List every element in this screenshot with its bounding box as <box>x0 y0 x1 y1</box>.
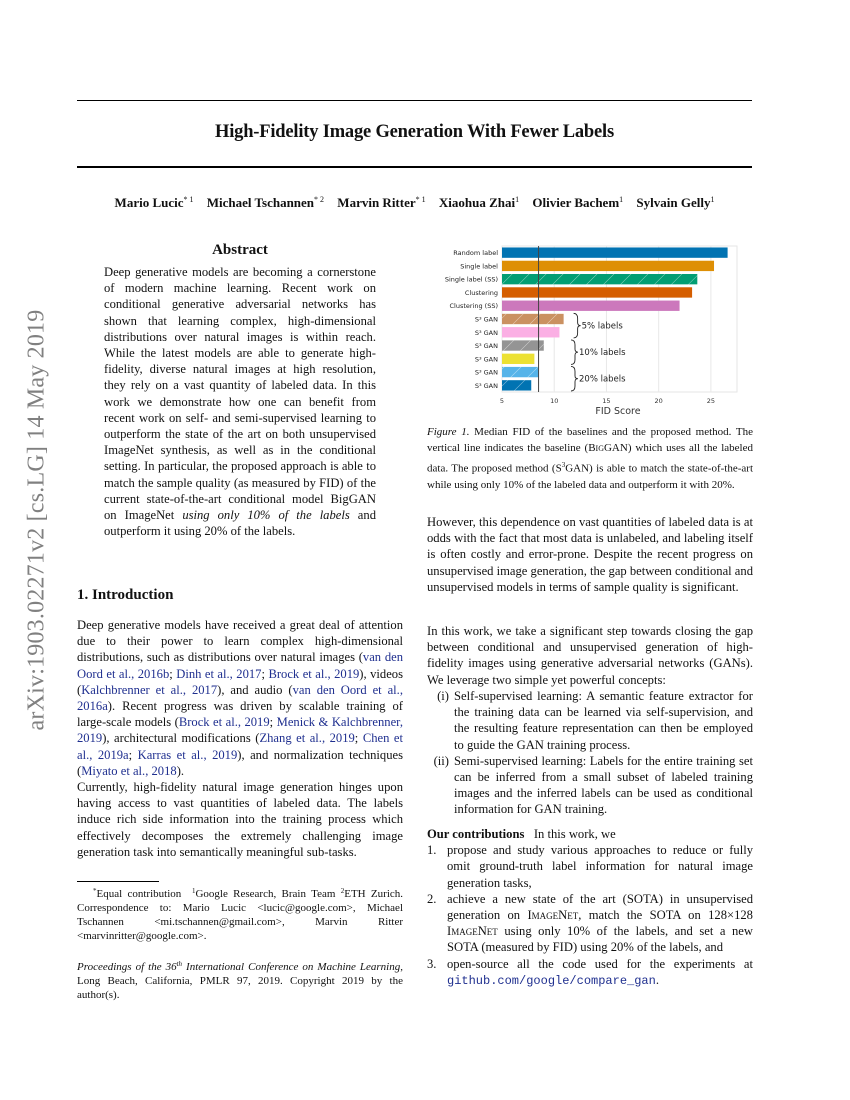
concepts-list <box>427 688 753 818</box>
author-name: Marvin Ritter <box>337 195 416 210</box>
chart-category-labels <box>445 249 498 390</box>
text: In this work, we <box>533 827 616 841</box>
text: Median FID of the baselines and the proposed method. The vertical line indicates the baseline ( <box>427 426 754 455</box>
text: GAN) is able to match the state-of-the-art while using only 10% of the labeled data and outperform it with 20%. <box>427 462 754 491</box>
footnote-mark: 1 <box>191 887 196 895</box>
text: ). <box>176 763 185 778</box>
citation-link[interactable]: van den Oord et al., 2016b <box>77 650 404 681</box>
bar <box>502 247 728 257</box>
abstract-emphasis: using only 10% of the labels <box>182 508 350 523</box>
title-rule-top <box>77 100 752 101</box>
category-label: S³ GAN <box>474 328 498 337</box>
citation-link[interactable]: Menick & Kalchbrenner, 2019 <box>77 715 403 746</box>
author-affiliation: * 1 <box>415 195 426 204</box>
text: ImageNet <box>447 924 498 939</box>
footnote-proceedings <box>77 957 403 1002</box>
citation-link[interactable]: Brock et al., 2019 <box>178 715 270 730</box>
author-name: Xiaohua Zhai <box>438 195 516 210</box>
annotation-brace <box>574 313 581 338</box>
text: propose and study various approaches to reduce or fully omit ground-truth label information for natural image generation tasks, <box>447 843 753 890</box>
author <box>439 195 519 210</box>
list-marker: 2. <box>427 891 437 906</box>
category-label: Clustering <box>464 288 498 297</box>
citation-link[interactable]: Dinh et al., 2017 <box>176 666 262 681</box>
text: Proceedings of the 36 <box>77 961 177 973</box>
contributions-intro <box>427 826 753 842</box>
bar-hatch <box>502 340 544 350</box>
github-link[interactable]: github.com/google/compare_gan <box>447 973 656 988</box>
bar <box>502 301 680 311</box>
text: ; <box>354 731 363 746</box>
abstract-text <box>104 264 376 539</box>
citation-link[interactable]: van den Oord et al., 2016a <box>77 682 403 714</box>
text: Semi-supervised learning: Labels for the entire training set can be inferred from a small subset of labeled training images and the inferred labels can be used as conditional information for GAN training. <box>454 753 753 817</box>
footnote-rule <box>77 881 159 882</box>
arxiv-identifier-stamp: arXiv:1903.02271v2 [cs.LG] 14 May 2019 <box>23 309 50 731</box>
concept-item <box>427 753 753 818</box>
text: ; <box>169 666 177 681</box>
section-heading-introduction: 1. Introduction <box>77 587 174 603</box>
citation-link[interactable]: Miyato et al., 2018 <box>81 763 177 778</box>
figure-1-caption <box>427 424 753 493</box>
bar-hatch <box>502 367 539 377</box>
author-affiliation: 1 <box>515 195 520 204</box>
citation-link[interactable]: Zhang et al., 2019 <box>259 731 355 746</box>
citation-link[interactable]: Karras et al., 2019 <box>137 747 238 762</box>
author <box>532 195 623 210</box>
right-paragraph-2: In this work, we take a significant step towards closing the gap between conditional and unsupervised generation of high-fidelity images using generative adversarial networks (GANs). We leverage two simple yet powerful concepts: <box>427 624 753 687</box>
x-tick-label: 5 <box>499 397 505 405</box>
text: open-source all the code used for the experiments at <box>447 956 753 971</box>
text: achieve a new state of the art (SOTA) in unsupervised generation on <box>447 891 753 923</box>
x-tick-label: 15 <box>602 397 611 405</box>
contribution-item <box>427 891 753 956</box>
category-label: Single label (SS) <box>444 275 498 284</box>
abstract-heading: Abstract <box>212 242 268 258</box>
text: Self-supervised learning: A semantic feature extractor for the training data can be learned via self-supervision, and the resulting feature representation can then be employed to guide the GAN training process. <box>454 689 753 752</box>
text: International Conference on Machine Learning <box>182 961 401 973</box>
category-label: S³ GAN <box>474 381 498 390</box>
citation-link[interactable]: Chen et al., 2019a <box>77 731 403 762</box>
author-name: Sylvain Gelly <box>636 195 711 210</box>
text: ), and audio ( <box>217 682 293 697</box>
author-affiliation: * 1 <box>183 195 194 204</box>
abstract-text-part: and outperform it using 20% of the labels. <box>104 508 376 539</box>
text: 3 <box>561 460 566 469</box>
text: . <box>655 972 659 987</box>
chart-x-axis-label: FID Score <box>595 406 641 417</box>
category-label: S³ GAN <box>474 342 498 351</box>
list-marker: 1. <box>427 843 437 858</box>
text: ; <box>128 747 138 762</box>
text: Equal contribution <box>96 888 182 900</box>
text: , match the SOTA on 128×128 <box>578 908 753 923</box>
text: ), architectural modifications ( <box>102 731 260 746</box>
annotation-label: 10% labels <box>579 348 626 359</box>
right-paragraph-1: However, this dependence on vast quantities of labeled data is at odds with the fact that most data is unlabeled, and labeling itself is often costly and error-prone. Despite the recent progress on unsupervised image generation, the gap between conditional and unsupervised models in terms of sample quality is significant. <box>427 515 753 594</box>
contribution-item <box>427 842 753 891</box>
contributions-section <box>427 826 753 989</box>
contribution-item <box>427 956 753 989</box>
list-marker: (ii) <box>433 753 449 768</box>
x-tick-label: 10 <box>550 397 559 405</box>
text: Google Research, Brain Team <box>195 888 341 900</box>
author-name: Michael Tschannen <box>206 195 315 210</box>
annotation-label: 5% labels <box>581 321 623 332</box>
author-list <box>77 195 752 211</box>
category-label: Clustering (SS) <box>449 302 498 311</box>
fid-bar-chart <box>425 242 755 422</box>
author-name: Mario Lucic <box>114 195 184 210</box>
annotation-brace <box>571 340 578 365</box>
author <box>636 195 714 210</box>
contributions-heading: Our contributions <box>427 827 525 841</box>
author-affiliation: 1 <box>619 195 624 204</box>
footnote-mark: 2 <box>340 887 345 895</box>
chart-annotations <box>571 313 626 391</box>
category-label: Random label <box>453 249 498 258</box>
text: th <box>176 960 183 968</box>
category-label: S³ GAN <box>474 355 498 364</box>
bar-hatch <box>502 380 531 390</box>
author <box>337 195 425 210</box>
caption-label: Figure 1. <box>427 426 470 438</box>
x-tick-label: 25 <box>706 397 716 405</box>
annotation-brace <box>571 366 578 391</box>
bar <box>502 287 692 297</box>
author-affiliation: 1 <box>710 195 715 204</box>
bar <box>502 261 714 271</box>
chart-bars <box>502 246 728 392</box>
x-tick-label: 20 <box>654 397 663 405</box>
category-label: Single label <box>460 262 498 271</box>
text: ; <box>261 666 269 681</box>
bar <box>502 354 534 364</box>
text: ETH Zurich. Correspondence to: Mario Lucic <lucic@google.com>, Michael Tschannen <mi.tschannen@gmail.com>, Marvin Ritter <marvinritter@google.com>. <box>77 888 404 942</box>
footnote-affiliations <box>77 884 403 943</box>
title-rule-bottom <box>77 166 752 168</box>
category-label: S³ GAN <box>474 315 498 324</box>
bar-hatch <box>502 274 697 284</box>
text: ) which uses all the labeled data. The proposed method (S <box>427 442 753 475</box>
citation-link[interactable]: Kalchbrenner et al., 2017 <box>81 682 218 697</box>
text: BigGAN <box>588 442 628 455</box>
author-affiliation: * 2 <box>314 195 325 204</box>
footnote-mark: * <box>93 887 97 895</box>
text: ), and normalization techniques ( <box>77 747 404 778</box>
list-marker: 3. <box>427 956 437 971</box>
chart-x-ticks <box>500 397 715 405</box>
author-name: Olivier Bachem <box>532 195 620 210</box>
category-label: S³ GAN <box>474 368 498 377</box>
author <box>207 195 324 210</box>
text: ). Recent progress was driven by scalable training of large-scale models ( <box>77 699 403 730</box>
intro-paragraph-2: Currently, high-fidelity natural image generation hinges upon having access to vast quantities of labeled data. The labels induce rich side information into the training process which effectively decomposes the extremely challenging image generation task into semantically meaningful sub-tasks. <box>77 780 403 859</box>
abstract-text-part: Deep generative models are becoming a cornerstone of modern machine learning. Recent work on conditional generative adversarial networks has shown that learning complex, high-dimensional distributions over natural images is within reach. While the latest models are able to generate high-fidelity, diverse natural images at high resolution, they rely on a vast quantity of labeled data. In this work we demonstrate how one can benefit from recent work on self- and semi-supervised learning to outperform the state of the art on both unsupervised ImageNet synthesis, as well as in the conditional setting. In particular, the proposed approach is able to match the sample quality (as measured by FID) of the current state-of-the-art conditional model BigGAN on ImageNet <box>104 265 376 523</box>
bar-hatch <box>502 314 564 324</box>
text: ImageNet <box>527 908 579 923</box>
text: ; <box>269 715 277 730</box>
author <box>115 195 194 210</box>
annotation-label: 20% labels <box>579 374 626 385</box>
intro-paragraph-1 <box>77 617 403 779</box>
list-marker: (i) <box>437 689 449 703</box>
text: using only 10% of the labels, and set a new SOTA (measured by FID) using 20% of the labels, and <box>447 924 753 955</box>
bar <box>502 327 559 337</box>
citation-link[interactable]: Brock et al., 2019 <box>268 666 360 681</box>
concept-item <box>427 688 753 753</box>
paper-title: High-Fidelity Image Generation With Fewer Labels <box>215 122 614 142</box>
text: , Long Beach, California, PMLR 97, 2019. Copyright 2019 by the author(s). <box>77 961 403 1001</box>
text: Deep generative models have received a great deal of attention due to their power to learn complex high-dimensional distributions, such as distributions over natural images ( <box>77 618 403 665</box>
text: ), videos ( <box>77 666 403 697</box>
